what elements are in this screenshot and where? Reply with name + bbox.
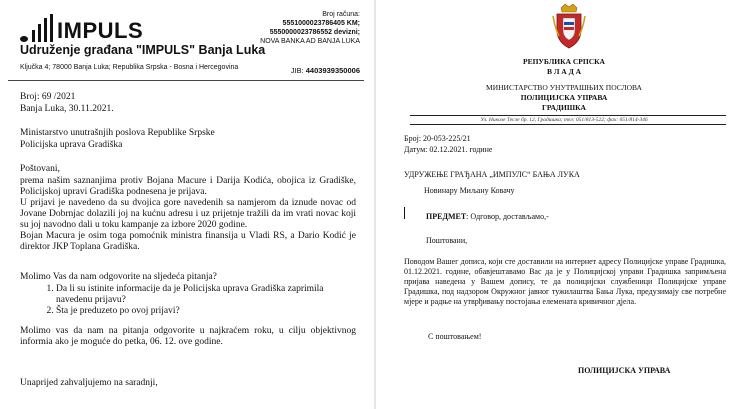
header-rule-top — [410, 115, 726, 116]
header-city: ГРАДИШКА — [542, 103, 586, 112]
ministry-reply — [378, 0, 750, 409]
header-government: В Л А Д А — [546, 67, 582, 76]
date: Датум: 02.12.2021. године — [404, 145, 493, 154]
regards: С поштовањем! — [428, 332, 482, 341]
text-cursor — [404, 207, 405, 219]
note-dot-icon — [20, 36, 28, 42]
header-rule-bottom — [410, 124, 726, 125]
addressee-org: УДРУЖЕЊЕ ГРАЂАНА „ИМПУЛС“ БАЊА ЛУКА — [404, 170, 580, 179]
jib-label: JIB: — [290, 66, 304, 75]
subject-label: ПРЕДМЕТ — [426, 212, 467, 221]
question-item: 1. Da li su istinite informacije da je Policijska uprava Gradiška zaprimila navedenu prijavu? — [56, 284, 356, 306]
logo-wordmark: IMPULS — [57, 18, 144, 43]
place-date: Banja Luka, 30.11.2021. — [20, 104, 114, 114]
header-police-admin: ПОЛИЦИЈСКА УПРАВА — [520, 93, 608, 102]
bank-title: Broj računa: — [322, 11, 360, 18]
ref-number: Број: 20-053-225/21 — [404, 134, 471, 143]
header-rule — [8, 80, 364, 81]
greeting: Poštovani, — [20, 164, 60, 174]
questions-list — [40, 284, 356, 317]
bank-account-km: 5551000023786405 KM; — [282, 20, 360, 27]
impuls-letter — [0, 0, 372, 409]
paragraph-2: U prijavi je navedeno da su dvojica gore navedenih sa namjerom da iznude novac od Jovane Dobrnjac dolazili joj na kućnu adresu i uz prijetnje tražili da im vrati novac koji su joj navodno dali u toku kampanje za izbore 2020 godine. — [20, 198, 356, 230]
header-ministry: МИНИСТАРСТВО УНУТРАШЊИХ ПОСЛОВА — [486, 83, 642, 92]
bank-details — [260, 10, 360, 46]
ref-number: Broj: 69 /2021 — [20, 92, 76, 102]
bars-icon — [32, 14, 53, 42]
org-address: Ključka 4; 78000 Banja Luka; Republika Srpska - Bosna i Hercegovina — [20, 64, 239, 71]
coat-of-arms-icon — [551, 2, 587, 50]
signature-block: ПОЛИЦИЈСКА УПРАВА — [578, 366, 671, 375]
header-address-line: Ул. Николе Тесле бр. 12, Градишка; тел: 051/813-522; фах: 051/814-346 — [480, 117, 648, 123]
greeting: Поштовани, — [426, 236, 468, 245]
jib — [291, 66, 360, 75]
recipient-line-2: Policijska uprava Gradiška — [20, 140, 123, 150]
jib-value: 4403939350006 — [305, 66, 360, 75]
page-divider — [374, 0, 376, 409]
impuls-logo — [20, 12, 143, 42]
questions-intro: Molimo Vas da nam odgovorite na sljedeća pitanja? — [20, 272, 217, 282]
addressee-person: Новинару Миљану Ковачу — [424, 186, 515, 195]
thanks: Unaprijed zahvaljujemo na saradnji, — [20, 378, 158, 388]
paragraph-1: prema našim saznanjima protiv Bojana Macure i Darija Kodića, obojica iz Gradiške, Policijskoj upravi Gradiška podnesena je prijava. — [20, 176, 356, 197]
org-name: Udruženje građana "IMPULS" Banja Luka — [20, 43, 266, 57]
closing-request: Molimo vas da nam na pitanja odgovorite u najkraćem roku, u cilju objektivnog informia ako je moguće do petka, 06. 12. ove godine. — [20, 326, 356, 347]
body-paragraph: Поводом Вашег дописа, који сте доставили на интернет адресу Полицијске управе Градишка, 01.12.2021. године, обавјештавамо Вас да је у Полицијској управи Градишка запримљена пријава наведена у Вашем допису, те да полицијски службеници Полицијске управе Градишка, под надзором Окружног јавног тужилаштва Бања Лука, предузимају све потребне мјере и радње на утврђивању постојања елемената кривичног дјела. — [404, 257, 726, 306]
recipient-line-1: Ministarstvo unutrašnjih poslova Republike Srpske — [20, 128, 215, 138]
paragraph-3: Bojan Macura je osim toga pomoćnik ministra finansija u Vladi RS, a Dario Kodić je direktor JKP Toplana Gradiška. — [20, 231, 356, 252]
question-item: 2. Šta je preduzeto po ovoj prijavi? — [56, 306, 356, 317]
subject-line — [426, 212, 549, 222]
header-republic: РЕПУБЛИКА СРПСКА — [523, 57, 605, 66]
subject-text: : Одговор, достављамо,- — [466, 212, 549, 221]
bank-name: NOVA BANKA AD BANJA LUKA — [260, 38, 360, 45]
bank-account-foreign: 5550000023786552 devizni; — [269, 29, 360, 36]
